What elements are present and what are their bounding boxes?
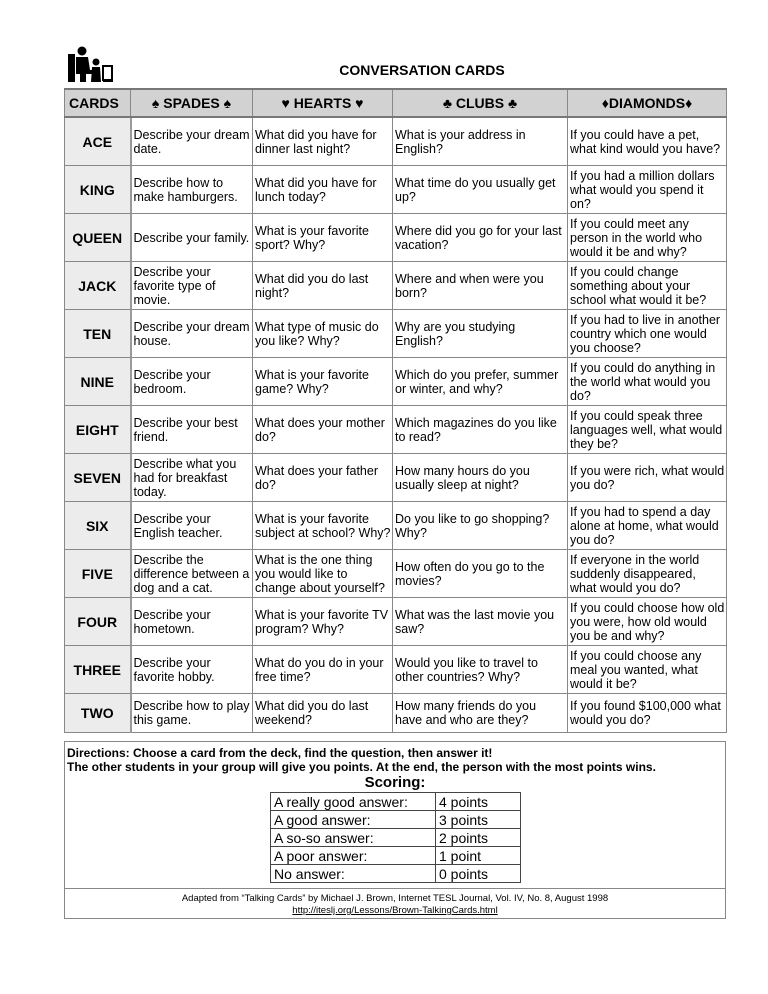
hearts-cell: What does your mother do? — [253, 406, 393, 454]
table-row — [65, 598, 727, 646]
scoring-row — [271, 847, 521, 865]
divider — [65, 888, 725, 889]
clubs-cell: Which do you prefer, summer or winter, and why? — [393, 358, 568, 406]
table-row — [65, 117, 727, 166]
scoring-points: 4 points — [436, 793, 521, 811]
diamonds-cell: If you could speak three languages well, what would they be? — [568, 406, 727, 454]
scoring-points: 0 points — [436, 865, 521, 883]
rank-cell: SEVEN — [65, 454, 131, 502]
diamonds-cell: If you had to spend a day alone at home, what would you do? — [568, 502, 727, 550]
scoring-row — [271, 793, 521, 811]
spades-cell: Describe how to make hamburgers. — [131, 166, 253, 214]
hearts-cell: What is the one thing you would like to change about yourself? — [253, 550, 393, 598]
rank-cell: ACE — [65, 117, 131, 166]
spades-cell: Describe your bedroom. — [131, 358, 253, 406]
spades-cell: Describe your family. — [131, 214, 253, 262]
scoring-label: A poor answer: — [271, 847, 436, 865]
scoring-row — [271, 811, 521, 829]
table-row — [65, 166, 727, 214]
clubs-cell: Where and when were you born? — [393, 262, 568, 310]
page-title: CONVERSATION CARDS — [339, 62, 505, 78]
scoring-label: A really good answer: — [271, 793, 436, 811]
hearts-cell: What does your father do? — [253, 454, 393, 502]
spades-cell: Describe your favorite type of movie. — [131, 262, 253, 310]
rank-cell: THREE — [65, 646, 131, 694]
rank-cell: KING — [65, 166, 131, 214]
clubs-cell: How many hours do you usually sleep at night? — [393, 454, 568, 502]
table-row — [65, 502, 727, 550]
clubs-cell: What is your address in English? — [393, 117, 568, 166]
diamonds-cell: If you could change something about your school what would it be? — [568, 262, 727, 310]
hearts-cell: What do you do in your free time? — [253, 646, 393, 694]
diamonds-cell: If you could choose any meal you wanted, what would it be? — [568, 646, 727, 694]
spades-cell: Describe how to play this game. — [131, 694, 253, 733]
header-clubs: ♣ CLUBS ♣ — [393, 89, 568, 117]
hearts-cell: What did you do last weekend? — [253, 694, 393, 733]
table-row — [65, 358, 727, 406]
rank-cell: JACK — [65, 262, 131, 310]
clubs-cell: What time do you usually get up? — [393, 166, 568, 214]
table-row — [65, 454, 727, 502]
diamonds-cell: If you could do anything in the world what would you do? — [568, 358, 727, 406]
diamonds-cell: If you could have a pet, what kind would you have? — [568, 117, 727, 166]
clubs-cell: Which magazines do you like to read? — [393, 406, 568, 454]
hearts-cell: What did you do last night? — [253, 262, 393, 310]
cards-table — [64, 88, 727, 733]
scoring-points: 2 points — [436, 829, 521, 847]
rank-cell: QUEEN — [65, 214, 131, 262]
hearts-cell: What is your favorite game? Why? — [253, 358, 393, 406]
diamonds-cell: If you were rich, what would you do? — [568, 454, 727, 502]
clubs-cell: Would you like to travel to other countries? Why? — [393, 646, 568, 694]
hearts-cell: What is your favorite subject at school? Why? — [253, 502, 393, 550]
header-row — [65, 89, 727, 117]
scoring-row — [271, 865, 521, 883]
rank-cell: TEN — [65, 310, 131, 358]
rank-cell: FIVE — [65, 550, 131, 598]
rank-cell: NINE — [65, 358, 131, 406]
spades-cell: Describe your best friend. — [131, 406, 253, 454]
diamonds-cell: If you found $100,000 what would you do? — [568, 694, 727, 733]
diamonds-cell: If you had to live in another country which one would you choose? — [568, 310, 727, 358]
scoring-label: A good answer: — [271, 811, 436, 829]
spades-cell: Describe your dream house. — [131, 310, 253, 358]
scoring-title: Scoring: — [364, 774, 426, 791]
scoring-row — [271, 829, 521, 847]
rank-cell: FOUR — [65, 598, 131, 646]
scoring-points: 3 points — [436, 811, 521, 829]
clubs-cell: How often do you go to the movies? — [393, 550, 568, 598]
hearts-cell: What is your favorite sport? Why? — [253, 214, 393, 262]
diamonds-cell: If you could meet any person in the world who would it be and why? — [568, 214, 727, 262]
spades-cell: Describe what you had for breakfast today. — [131, 454, 253, 502]
table-row — [65, 262, 727, 310]
table-row — [65, 550, 727, 598]
clubs-cell: What was the last movie you saw? — [393, 598, 568, 646]
scoring-label: A so-so answer: — [271, 829, 436, 847]
header-hearts: ♥ HEARTS ♥ — [253, 89, 393, 117]
spades-cell: Describe your English teacher. — [131, 502, 253, 550]
diamonds-cell: If you could choose how old you were, how old would you be and why? — [568, 598, 727, 646]
clubs-cell: How many friends do you have and who are they? — [393, 694, 568, 733]
rank-cell: EIGHT — [65, 406, 131, 454]
hearts-cell: What type of music do you like? Why? — [253, 310, 393, 358]
header-cards: CARDS — [65, 89, 131, 117]
rank-cell: TWO — [65, 694, 131, 733]
scoring-points: 1 point — [436, 847, 521, 865]
hearts-cell: What is your favorite TV program? Why? — [253, 598, 393, 646]
directions-box — [64, 741, 726, 919]
scoring-label: No answer: — [271, 865, 436, 883]
directions-line-2: The other students in your group will give you points. At the end, the person with the most points wins. — [67, 760, 656, 774]
table-row — [65, 406, 727, 454]
header-spades: ♠ SPADES ♠ — [131, 89, 253, 117]
clubs-cell: Where did you go for your last vacation? — [393, 214, 568, 262]
table-row — [65, 646, 727, 694]
spades-cell: Describe your dream date. — [131, 117, 253, 166]
clubs-cell: Do you like to go shopping? Why? — [393, 502, 568, 550]
hearts-cell: What did you have for dinner last night? — [253, 117, 393, 166]
header-diamonds: ♦DIAMONDS♦ — [568, 89, 727, 117]
scoring-table — [270, 792, 521, 883]
clubs-cell: Why are you studying English? — [393, 310, 568, 358]
spades-cell: Describe your favorite hobby. — [131, 646, 253, 694]
credit-link[interactable]: http://iteslj.org/Lessons/Brown-TalkingCards.html — [292, 905, 498, 916]
rank-cell: SIX — [65, 502, 131, 550]
diamonds-cell: If everyone in the world suddenly disappeared, what would you do? — [568, 550, 727, 598]
table-row — [65, 214, 727, 262]
table-row — [65, 310, 727, 358]
spades-cell: Describe the difference between a dog and a cat. — [131, 550, 253, 598]
diamonds-cell: If you had a million dollars what would you spend it on? — [568, 166, 727, 214]
directions-line-1: Directions: Choose a card from the deck, find the question, then answer it! — [67, 746, 493, 760]
spades-cell: Describe your hometown. — [131, 598, 253, 646]
credit — [65, 893, 725, 917]
table-row — [65, 694, 727, 733]
credit-text: Adapted from “Talking Cards” by Michael J. Brown, Internet TESL Journal, Vol. IV, No. 8, August 1998 — [181, 893, 609, 904]
hearts-cell: What did you have for lunch today? — [253, 166, 393, 214]
